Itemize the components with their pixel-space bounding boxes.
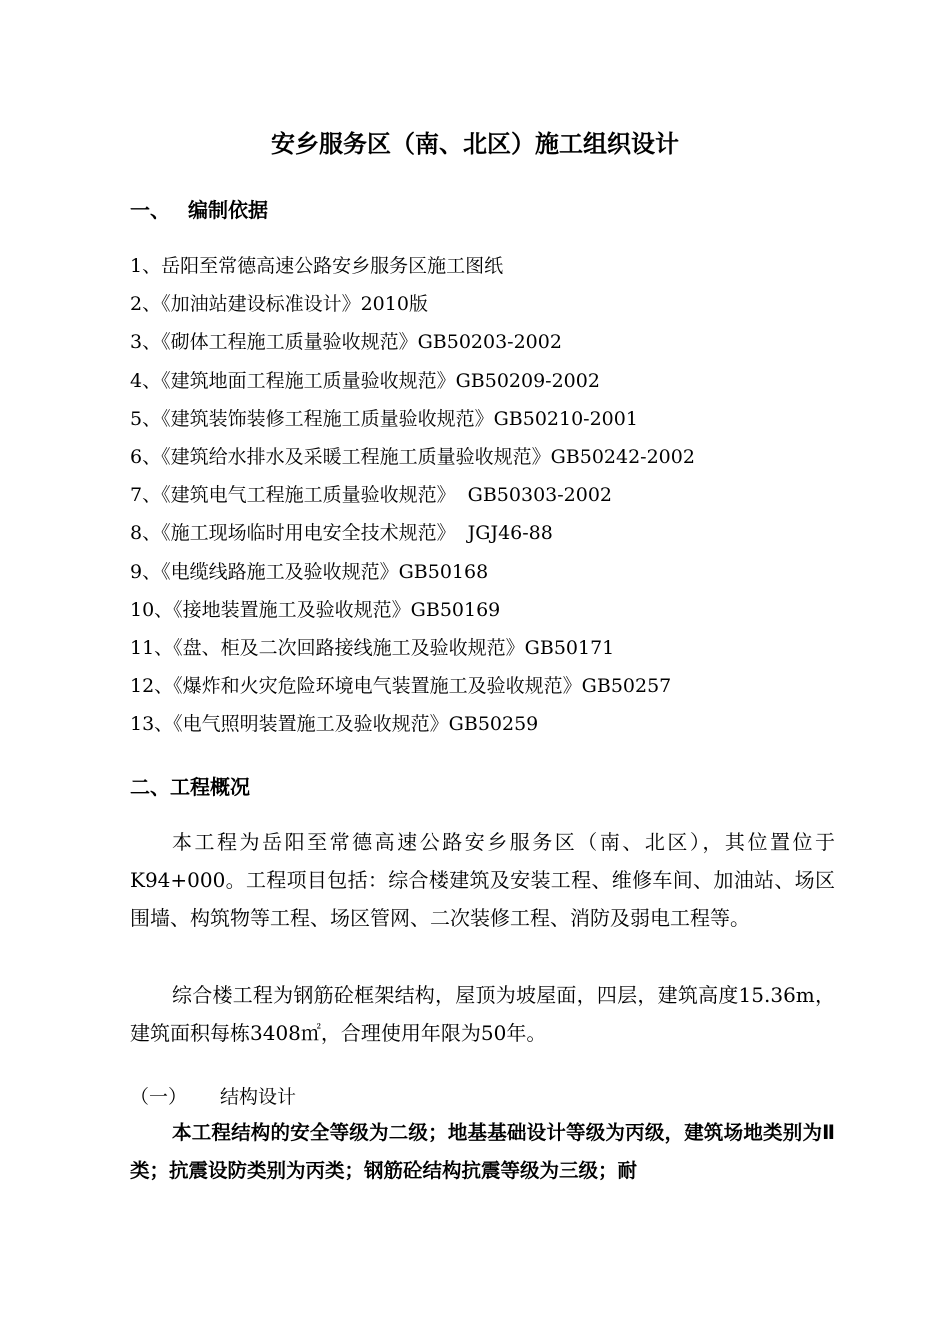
subsection-heading-structure [130, 1082, 296, 1109]
section-heading-overview: 二、工程概况 [130, 775, 250, 799]
list-item: 9、《电缆线路施工及验收规范》GB50168 [130, 560, 489, 583]
structure-paragraph: 本工程结构的安全等级为二级；地基基础设计等级为丙级，建筑场地类别为Ⅱ类；抗震设防类别为丙类；钢筋砼结构抗震等级为三级；耐 [130, 1121, 835, 1182]
list-item: 8、《施工现场临时用电安全技术规范》 JGJ46-88 [130, 522, 553, 545]
building-paragraph: 综合楼工程为钢筋砼框架结构，屋顶为坡屋面，四层，建筑高度15.36m，建筑面积每栋3408㎡，合理使用年限为50年。 [130, 983, 835, 1045]
list-item: 12、《爆炸和火灾危险环境电气装置施工及验收规范》GB50257 [130, 675, 672, 698]
list-item: 10、《接地装置施工及验收规范》GB50169 [130, 598, 501, 621]
list-item: 1、岳阳至常德高速公路安乡服务区施工图纸 [130, 255, 504, 277]
section-label: 编制依据 [188, 198, 268, 222]
overview-paragraph: 本工程为岳阳至常德高速公路安乡服务区（南、北区），其位置位于K94+000。工程项目包括：综合楼建筑及安装工程、维修车间、加油站、场区围墙、构筑物等工程、场区管网、二次装修工程、消防及弱电工程等。 [130, 830, 835, 930]
list-item: 3、《砌体工程施工质量验收规范》GB50203-2002 [130, 331, 562, 354]
reference-list [130, 252, 695, 748]
subsection-label: 结构设计 [220, 1086, 297, 1108]
list-item: 4、《建筑地面工程施工质量验收规范》GB50209-2002 [130, 369, 600, 392]
subsection-number: （一） [130, 1086, 188, 1108]
list-item: 11、《盘、柜及二次回路接线施工及验收规范》GB50171 [130, 636, 615, 659]
section-heading-basis [130, 194, 268, 223]
document-title: 安乡服务区（南、北区）施工组织设计 [271, 130, 679, 158]
list-item: 6、《建筑给水排水及采暖工程施工质量验收规范》GB50242-2002 [130, 445, 695, 468]
list-item: 13、《电气照明装置施工及验收规范》GB50259 [130, 713, 539, 736]
section-number: 一、 [130, 198, 170, 222]
list-item: 7、《建筑电气工程施工质量验收规范》 GB50303-2002 [130, 484, 613, 507]
list-item: 2、《加油站建设标准设计》2010版 [130, 293, 428, 316]
list-item: 5、《建筑装饰装修工程施工质量验收规范》GB50210-2001 [130, 407, 638, 430]
